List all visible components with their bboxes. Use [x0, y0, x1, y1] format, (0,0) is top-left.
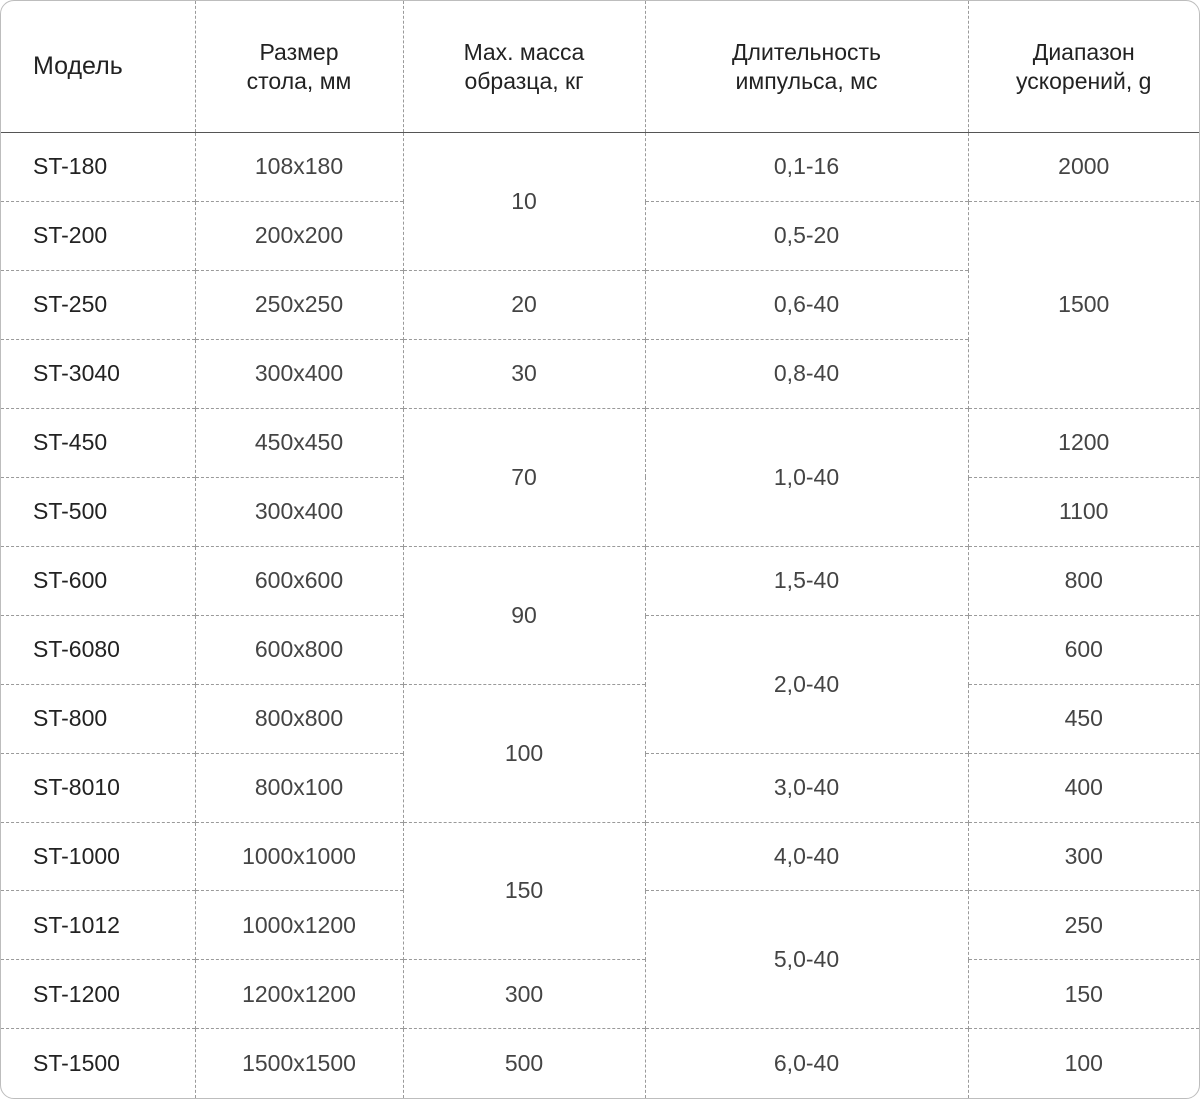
accel-cell: 1100: [968, 477, 1199, 546]
model-cell: ST-600: [1, 546, 195, 615]
model-cell: ST-1200: [1, 960, 195, 1029]
accel-cell: 400: [968, 753, 1199, 822]
accel-cell: 1200: [968, 408, 1199, 477]
accel-cell: 600: [968, 615, 1199, 684]
mass-cell: 300: [403, 960, 645, 1029]
mass-cell: 10: [403, 133, 645, 271]
header-max-mass: Max. масса образца, кг: [403, 1, 645, 133]
size-cell: 600x600: [195, 546, 403, 615]
mass-cell: 30: [403, 339, 645, 408]
model-cell: ST-500: [1, 477, 195, 546]
model-cell: ST-1000: [1, 822, 195, 891]
size-cell: 1000x1200: [195, 891, 403, 960]
pulse-cell: 6,0-40: [645, 1029, 968, 1098]
model-cell: ST-800: [1, 684, 195, 753]
mass-cell: 90: [403, 546, 645, 684]
accel-cell: 100: [968, 1029, 1199, 1098]
size-cell: 300x400: [195, 477, 403, 546]
size-cell: 1000x1000: [195, 822, 403, 891]
mass-cell: 100: [403, 684, 645, 822]
model-cell: ST-8010: [1, 753, 195, 822]
model-cell: ST-450: [1, 408, 195, 477]
header-pulse-duration: Длительность импульса, мс: [645, 1, 968, 133]
table-row: [1, 822, 1199, 891]
pulse-cell: 1,0-40: [645, 408, 968, 546]
table-row: [1, 684, 1199, 753]
header-row: [1, 1, 1199, 133]
table-row: [1, 960, 1199, 1029]
accel-cell: 300: [968, 822, 1199, 891]
header-model: Модель: [33, 52, 123, 80]
table-row: [1, 408, 1199, 477]
spec-table: [1, 1, 1199, 1098]
accel-cell: 1500: [968, 201, 1199, 408]
accel-cell: 250: [968, 891, 1199, 960]
model-cell: ST-3040: [1, 339, 195, 408]
pulse-cell: 2,0-40: [645, 615, 968, 753]
mass-cell: 70: [403, 408, 645, 546]
size-cell: 1500x1500: [195, 1029, 403, 1098]
pulse-cell: 5,0-40: [645, 891, 968, 1029]
pulse-cell: 0,8-40: [645, 339, 968, 408]
size-cell: 800x800: [195, 684, 403, 753]
model-cell: ST-180: [1, 133, 195, 202]
pulse-cell: 1,5-40: [645, 546, 968, 615]
table-row: [1, 133, 1199, 202]
pulse-cell: 4,0-40: [645, 822, 968, 891]
size-cell: 450x450: [195, 408, 403, 477]
size-cell: 1200x1200: [195, 960, 403, 1029]
size-cell: 250x250: [195, 270, 403, 339]
accel-cell: 800: [968, 546, 1199, 615]
pulse-cell: 3,0-40: [645, 753, 968, 822]
accel-cell: 450: [968, 684, 1199, 753]
size-cell: 200x200: [195, 201, 403, 270]
size-cell: 600x800: [195, 615, 403, 684]
size-cell: 300x400: [195, 339, 403, 408]
header-acceleration-range: Диапазон ускорений, g: [968, 1, 1199, 133]
accel-cell: 150: [968, 960, 1199, 1029]
mass-cell: 20: [403, 270, 645, 339]
model-cell: ST-200: [1, 201, 195, 270]
table-row: [1, 1029, 1199, 1098]
mass-cell: 500: [403, 1029, 645, 1098]
model-cell: ST-250: [1, 270, 195, 339]
model-cell: ST-6080: [1, 615, 195, 684]
header-table-size: Размер стола, мм: [195, 1, 403, 133]
pulse-cell: 0,5-20: [645, 201, 968, 270]
size-cell: 108х180: [195, 133, 403, 202]
size-cell: 800x100: [195, 753, 403, 822]
pulse-cell: 0,6-40: [645, 270, 968, 339]
model-cell: ST-1500: [1, 1029, 195, 1098]
table-row: [1, 546, 1199, 615]
pulse-cell: 0,1-16: [645, 133, 968, 202]
accel-cell: 2000: [968, 133, 1199, 202]
mass-cell: 150: [403, 822, 645, 960]
model-cell: ST-1012: [1, 891, 195, 960]
